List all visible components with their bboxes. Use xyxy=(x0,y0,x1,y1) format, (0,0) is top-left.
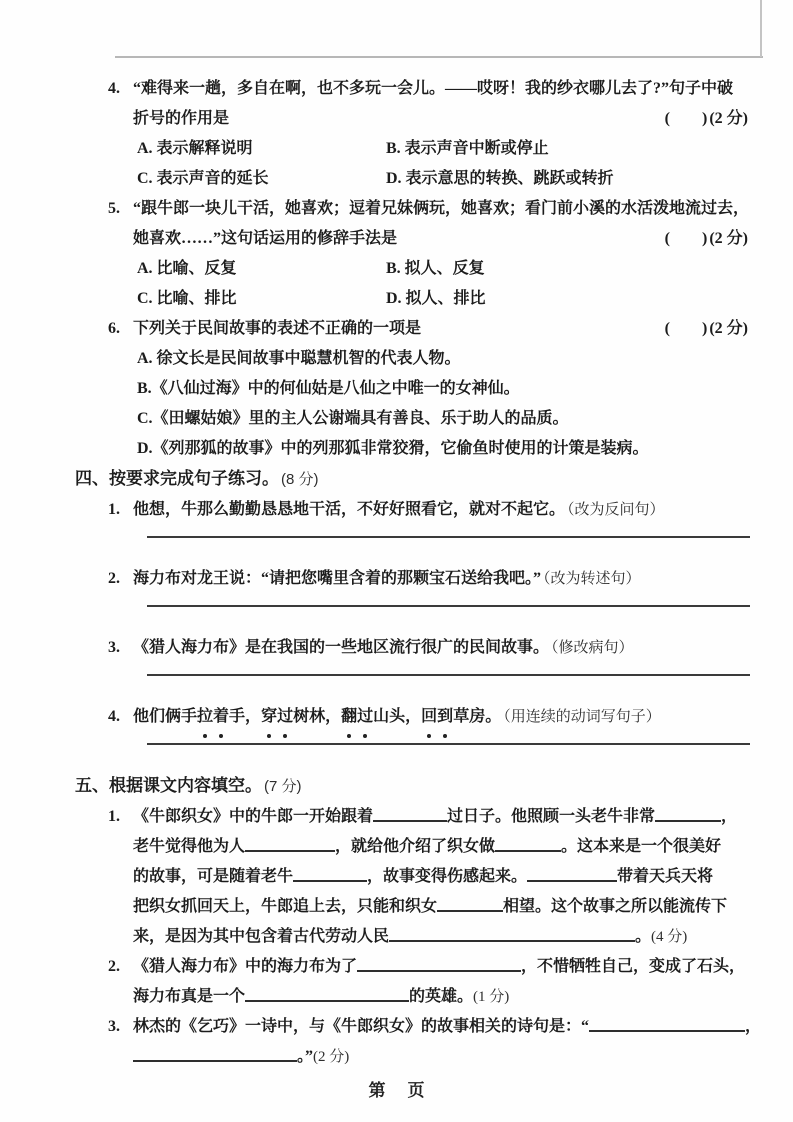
footer-page-label-prefix: 第 xyxy=(368,1081,386,1100)
item-text: 来，是因为其中包含着古代劳动人民 。(4 分) xyxy=(133,928,688,945)
fill-line xyxy=(75,982,762,1012)
option: B.《八仙过海》中的何仙姑是八仙之中唯一的女神仙。 xyxy=(137,380,520,397)
options-row xyxy=(137,374,762,404)
fill-blank xyxy=(589,1016,745,1032)
options-row xyxy=(137,254,762,284)
fill-blank xyxy=(495,836,561,852)
emphasized-word xyxy=(197,708,229,725)
question-5 xyxy=(75,194,762,314)
emphasized-word xyxy=(421,708,453,725)
item-number: 3. xyxy=(108,1018,120,1035)
item-text: 海力布真是一个 的英雄。(1 分) xyxy=(133,988,510,1005)
exercise-text-line xyxy=(75,495,762,525)
fill-item xyxy=(75,802,762,952)
answer-bracket: ( ) (2 分) xyxy=(664,230,748,247)
options-row xyxy=(137,434,762,464)
emphasized-char: 回 xyxy=(421,702,437,732)
item-text: 的故事，可是随着老牛 ，故事变得伤感起来。 带着天兵天将 xyxy=(133,868,714,885)
item-text: 。”(2 分) xyxy=(133,1042,762,1072)
stem-text: 折号的作用是 xyxy=(133,110,230,127)
question-number: 4. xyxy=(108,80,120,97)
mcq-list xyxy=(75,74,762,464)
option: B. 表示声音中断或停止 xyxy=(386,140,549,157)
answer-line xyxy=(147,743,750,745)
score-label: (2 分) xyxy=(709,320,748,337)
question-stem-line xyxy=(75,194,762,224)
stem-text: 她喜欢……”这句话运用的修辞手法是 xyxy=(133,230,398,247)
options-row xyxy=(137,134,762,164)
item-number: 2. xyxy=(108,958,120,975)
item-number: 2. xyxy=(108,570,120,587)
emphasized-char: 过 xyxy=(277,702,293,732)
item-text: 他想，牛那么勤勤恳恳地干活，不好好照看它，就对不起它。 （改为反问句） xyxy=(133,501,665,518)
option: B. 拟人、反复 xyxy=(386,260,485,277)
hint-label: （改为反问句） xyxy=(567,502,665,518)
sentence-exercise-list xyxy=(75,495,762,745)
question-stem-line xyxy=(75,224,762,254)
fill-item xyxy=(75,952,762,1012)
fill-blank xyxy=(245,836,335,852)
exercise-text-line xyxy=(75,633,762,663)
question-6 xyxy=(75,314,762,464)
emphasized-char: 到 xyxy=(437,702,453,732)
item-text: 他们俩手拉着手，穿过树林，翻过山头，回到草房。 （用连续的动词写句子） xyxy=(133,702,762,732)
option: A. 徐文长是民间故事中聪慧机智的代表人物。 xyxy=(137,350,461,367)
fill-in-blank-list xyxy=(75,802,762,1072)
section-title: 五、根据课文内容填空。 xyxy=(75,776,262,795)
score-label: (2 分) xyxy=(313,1049,350,1065)
emphasized-char: 穿 xyxy=(261,702,277,732)
item-number: 3. xyxy=(108,639,120,656)
item-text: 《牛郎织女》中的牛郎一开始跟着 过日子。他照顾一头老牛非常 ， xyxy=(133,808,738,825)
fill-blank xyxy=(655,806,721,822)
exercise-item xyxy=(75,702,762,745)
hint-label: （修改病句） xyxy=(551,640,634,656)
fill-blank xyxy=(245,986,409,1002)
emphasized-char: 拉 xyxy=(197,702,213,732)
option: C.《田螺姑娘》里的主人公谢端具有善良、乐于助人的品质。 xyxy=(137,410,569,427)
stem-text: “难得来一趟，多自在啊，也不多玩一会儿。——哎呀！我的纱衣哪儿去了?”句子中破 xyxy=(133,80,734,97)
fill-blank xyxy=(293,866,367,882)
footer xyxy=(0,1076,793,1101)
option: C. 比喻、排比 xyxy=(137,290,237,307)
item-text: 老牛觉得他为人 ，就给他介绍了织女做 。这本来是一个很美好 xyxy=(133,838,722,855)
table-edge-stub xyxy=(760,0,762,57)
answer-line xyxy=(147,674,750,676)
emphasized-char: 过 xyxy=(357,702,373,732)
item-number: 4. xyxy=(108,708,120,725)
option: C. 表示声音的延长 xyxy=(137,170,269,187)
question-stem-line xyxy=(75,314,762,344)
hint-label: （用连续的动词写句子） xyxy=(503,709,661,725)
hint-label: （改为转述句） xyxy=(543,571,641,587)
stem-text: 下列关于民间故事的表述不正确的一项是 xyxy=(133,320,422,337)
item-text: 海力布对龙王说：“请把您嘴里含着的那颗宝石送给我吧。” （改为转述句） xyxy=(133,570,641,587)
answer-line xyxy=(147,605,750,607)
item-text: 把织女抓回天上，牛郎追上去，只能和织女 相望。这个故事之所以能流传下 xyxy=(133,898,728,915)
fill-blank xyxy=(133,1046,297,1062)
item-text: 林杰的《乞巧》一诗中，与《牛郎织女》的故事相关的诗句是：“ ， xyxy=(133,1018,762,1035)
options-row xyxy=(137,284,762,314)
section-five-heading xyxy=(75,771,762,802)
top-rule xyxy=(115,56,763,58)
section-title: 四、按要求完成句子练习。 xyxy=(75,469,279,488)
option: D.《列那狐的故事》中的列那狐非常狡猾，它偷鱼时使用的计策是装病。 xyxy=(137,440,649,457)
fill-blank xyxy=(389,926,635,942)
fill-blank xyxy=(357,956,521,972)
question-stem-line xyxy=(75,74,762,104)
fill-blank xyxy=(437,896,503,912)
option: D. 表示意思的转换、跳跃或转折 xyxy=(386,170,614,187)
fill-line xyxy=(75,952,762,982)
options-row xyxy=(137,404,762,434)
answer-bracket: ( ) (2 分) xyxy=(664,320,748,337)
fill-line xyxy=(75,802,762,832)
emphasized-char: 翻 xyxy=(341,702,357,732)
item-number: 1. xyxy=(108,808,120,825)
exercise-item xyxy=(75,633,762,676)
item-number: 1. xyxy=(108,501,120,518)
option: A. 比喻、反复 xyxy=(137,260,237,277)
exercise-text-line xyxy=(75,702,762,732)
emphasized-char: 着 xyxy=(213,702,229,732)
score-label: (2 分) xyxy=(709,230,748,247)
question-number: 6. xyxy=(108,320,120,337)
question-stem-line xyxy=(75,104,762,134)
fill-line xyxy=(75,892,762,922)
section-score: (7 分) xyxy=(264,778,302,795)
fill-line xyxy=(75,862,762,892)
stem-text: “跟牛郎一块儿干活，她喜欢；逗着兄妹俩玩，她喜欢；看门前小溪的水活泼地流过去， xyxy=(133,200,750,217)
fill-line xyxy=(75,922,762,952)
footer-page-label-suffix: 页 xyxy=(407,1081,425,1100)
answer-line xyxy=(147,536,750,538)
options-row xyxy=(137,344,762,374)
question-number: 5. xyxy=(108,200,120,217)
section-four-heading xyxy=(75,464,762,495)
options-row xyxy=(137,164,762,194)
answer-bracket: ( ) (2 分) xyxy=(664,110,748,127)
question-4 xyxy=(75,74,762,194)
emphasized-word xyxy=(341,708,373,725)
fill-line xyxy=(75,1042,762,1072)
fill-blank xyxy=(527,866,617,882)
exercise-item xyxy=(75,495,762,538)
fill-line xyxy=(75,832,762,862)
test-paper-content xyxy=(75,74,762,1072)
option: A. 表示解释说明 xyxy=(137,140,253,157)
exercise-text-line xyxy=(75,564,762,594)
option: D. 拟人、排比 xyxy=(386,290,486,307)
item-text: 《猎人海力布》中的海力布为了 ，不惜牺牲自己，变成了石头， xyxy=(133,958,746,975)
score-label: (2 分) xyxy=(709,110,748,127)
fill-blank xyxy=(373,806,447,822)
item-text: 《猎人海力布》是在我国的一些地区流行很广的民间故事。 （修改病句） xyxy=(133,639,634,656)
score-label: (4 分) xyxy=(651,929,688,945)
section-score: (8 分) xyxy=(281,471,319,488)
fill-item xyxy=(75,1012,762,1072)
fill-line xyxy=(75,1012,762,1042)
exercise-item xyxy=(75,564,762,607)
emphasized-word xyxy=(261,708,293,725)
score-label: (1 分) xyxy=(473,989,510,1005)
